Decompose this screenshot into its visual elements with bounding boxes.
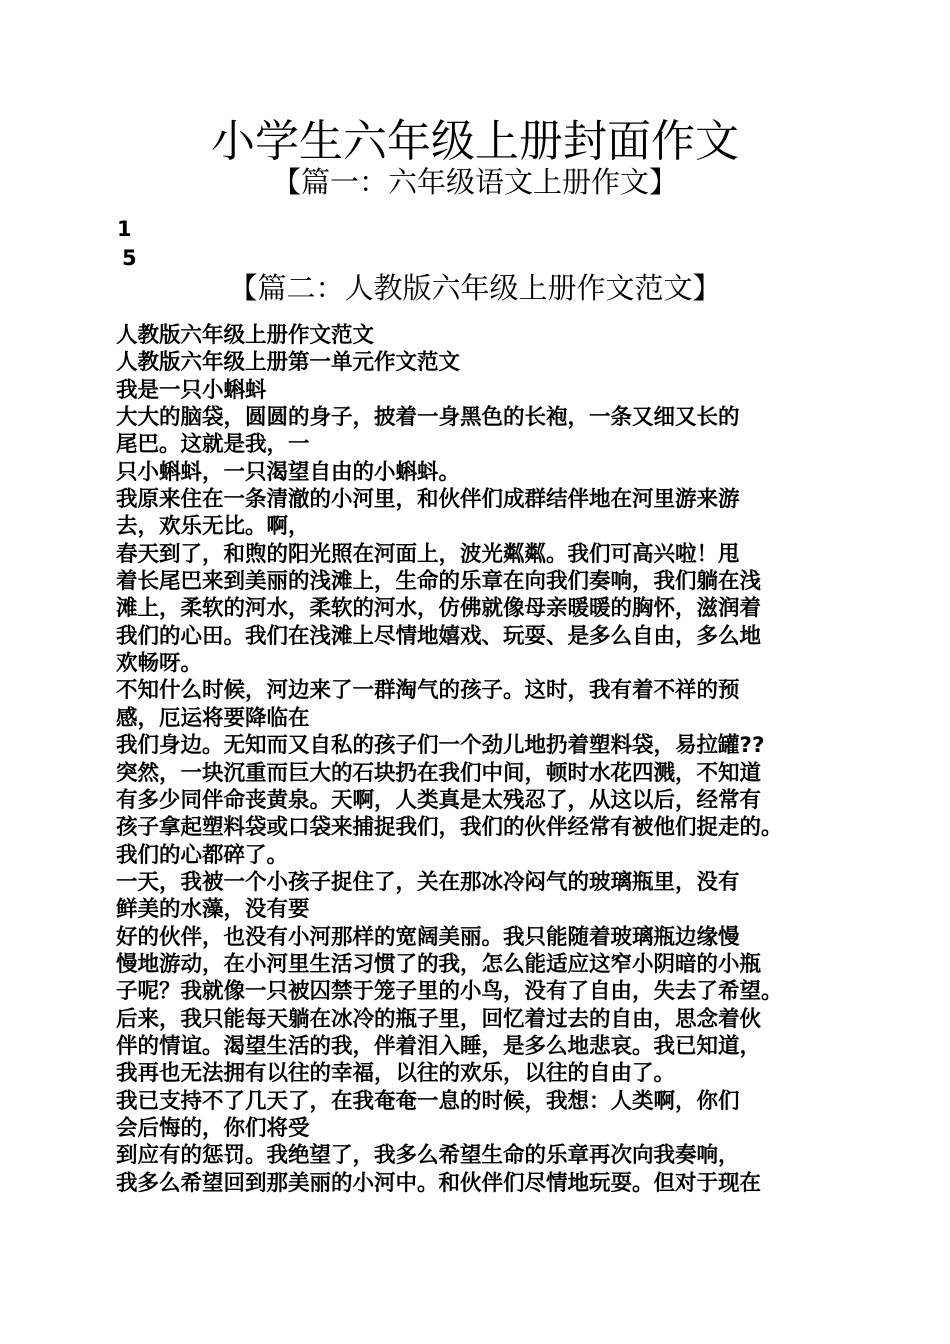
essay-line: 鲜美的水藻，没有要 <box>116 897 310 923</box>
essay-body <box>116 322 846 1197</box>
essay-line: 去，欢乐无比。啊， <box>116 514 310 540</box>
essay-line: 欢畅呀。 <box>116 651 203 677</box>
essay-line: 大大的脑袋，圆圆的身子，披着一身黑色的长袍，一条又细又长的 <box>116 405 740 431</box>
essay-line: 会后悔的，你们将受 <box>116 1115 310 1141</box>
essay-line: 突然，一块沉重而巨大的石块扔在我们中间，顿时水花四溅，不知道 <box>116 760 762 786</box>
essay-line: 我多么希望回到那美丽的小河中。和伙伴们尽情地玩耍。但对于现在 <box>116 1170 762 1196</box>
essay-line: 我是一只小蝌蚪 <box>116 377 267 403</box>
document-title: 小学生六年级上册封面作文 <box>211 116 739 167</box>
essay-line: 我已支持不了几天了，在我奄奄一息的时候，我想：人类啊，你们 <box>116 1088 740 1114</box>
essay-line: 我们身边。无知而又自私的孩子们一个劲儿地扔着塑料袋，易拉罐?? <box>116 733 765 759</box>
page-number-1: 1 <box>117 217 132 241</box>
essay-line: 我们的心都碎了。 <box>116 842 289 868</box>
essay-line: 不知什么时候，河边来了一群淘气的孩子。这时，我有着不祥的预 <box>116 678 740 704</box>
essay-line: 有多少同伴命丧黄泉。天啊，人类真是太残忍了，从这以后，经常有 <box>116 787 762 813</box>
essay-line: 春天到了，和煦的阳光照在河面上，波光粼粼。我们可高兴啦！甩 <box>116 541 740 567</box>
essay-line: 着长尾巴来到美丽的浅滩上，生命的乐章在向我们奏响，我们躺在浅 <box>116 569 762 595</box>
essay-line: 只小蝌蚪，一只渴望自由的小蝌蚪。 <box>116 459 461 485</box>
essay-line: 滩上，柔软的河水，柔软的河水，仿佛就像母亲暖暖的胸怀，滋润着 <box>116 596 762 622</box>
essay-line: 我原来住在一条清澈的小河里，和伙伴们成群结伴地在河里游来游 <box>116 487 740 513</box>
essay-line: 一天，我被一个小孩子捉住了，关在那冰冷闷气的玻璃瓶里，没有 <box>116 869 740 895</box>
essay-line: 到应有的惩罚。我绝望了，我多么希望生命的乐章再次向我奏响， <box>116 1143 740 1169</box>
essay-line: 尾巴。这就是我，一 <box>116 432 310 458</box>
essay-line: 感，厄运将要降临在 <box>116 705 310 731</box>
essay-line: 孩子拿起塑料袋或口袋来捕捉我们，我们的伙伴经常有被他们捉走的。 <box>116 815 783 841</box>
page-number-2: 5 <box>122 246 137 270</box>
essay-line: 我再也无法拥有以往的幸福，以往的欢乐，以往的自由了。 <box>116 1061 676 1087</box>
essay-line: 好的伙伴，也没有小河那样的宽阔美丽。我只能随着玻璃瓶边缘慢 <box>116 924 740 950</box>
essay-line: 后来，我只能每天躺在冰冷的瓶子里，回忆着过去的自由，思念着伙 <box>116 1006 762 1032</box>
section-heading-2: 【篇二：人教版六年级上册作文范文】 <box>228 271 722 305</box>
essay-line: 人教版六年级上册第一单元作文范文 <box>116 350 461 376</box>
essay-line: 伴的情谊。渴望生活的我，伴着泪入睡，是多么地悲哀。我已知道， <box>116 1033 762 1059</box>
essay-line: 人教版六年级上册作文范文 <box>116 323 375 348</box>
essay-line: 子呢？我就像一只被囚禁于笼子里的小鸟，没有了自由，失去了希望。 <box>116 979 783 1005</box>
essay-line: 我们的心田。我们在浅滩上尽情地嬉戏、玩耍、是多么自由，多么地 <box>116 623 762 649</box>
section-heading-1: 【篇一：六年级语文上册作文】 <box>271 165 678 199</box>
essay-line: 慢地游动，在小河里生活习惯了的我，怎么能适应这窄小阴暗的小瓶 <box>116 951 762 977</box>
